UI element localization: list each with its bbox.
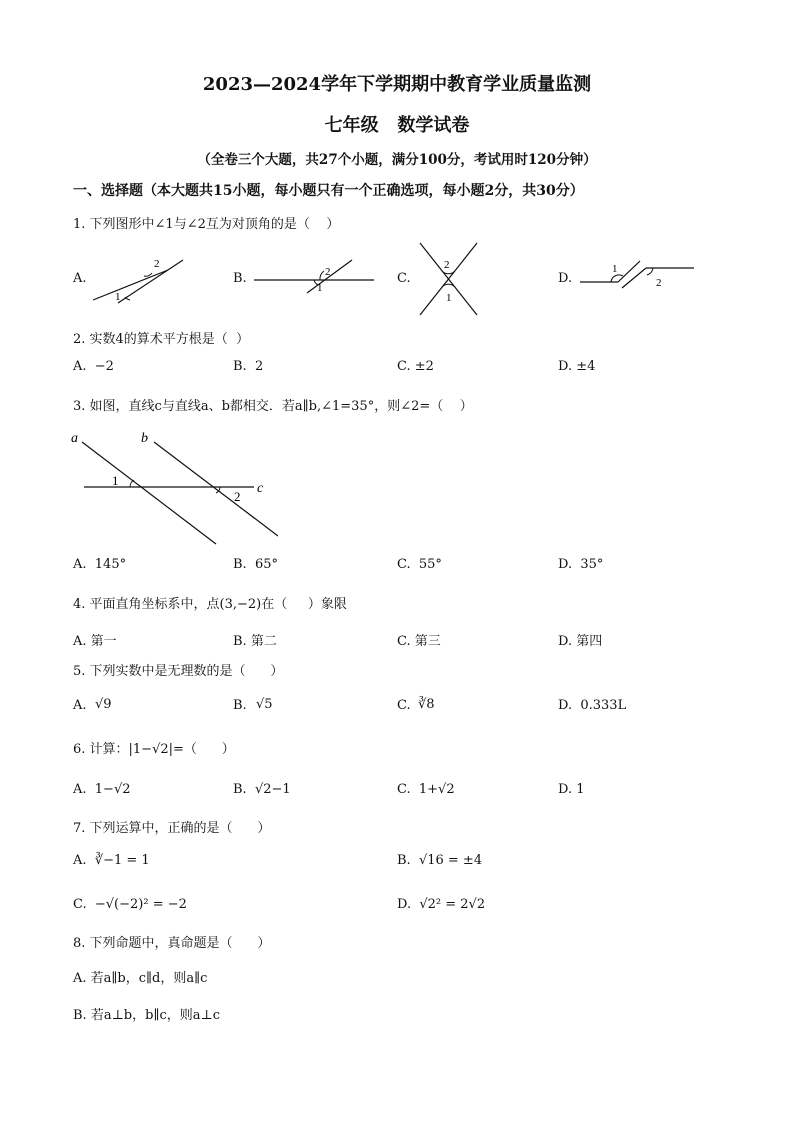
- q3-label-1: 1: [112, 473, 119, 488]
- q2-stem: 2. 实数4的算术平方根是（ ）: [73, 332, 250, 347]
- q3-option-c: C. 55°: [397, 557, 442, 572]
- q4-option-d: D. 第四: [558, 634, 603, 649]
- q1-figure-c: [415, 240, 485, 320]
- q3-option-b: B. 65°: [233, 557, 278, 572]
- q1-option-b: B.: [233, 271, 247, 286]
- q5-option-c: C.: [397, 698, 411, 713]
- q3-option-a: A. 145°: [73, 557, 127, 572]
- exam-note: （全卷三个大题，共27个小题，满分100分，考试用时120分钟）: [197, 152, 597, 168]
- q3-label-c: c: [257, 481, 264, 496]
- q5-option-b: B.: [233, 698, 247, 713]
- q4-option-a: A. 第一: [73, 634, 117, 649]
- q8-option-b: B. 若a⊥b，b∥c，则a⊥c: [73, 1008, 220, 1023]
- q8-stem: 8. 下列命题中，真命题是（ ）: [73, 936, 271, 951]
- q7-stem: 7. 下列运算中，正确的是（ ）: [73, 821, 271, 836]
- q3-label-b: b: [141, 431, 148, 446]
- q2-option-b: B. 2: [233, 359, 264, 374]
- q7-option-a: A. ∛−1 = 1: [73, 853, 150, 868]
- q1-stem: 1. 下列图形中∠1与∠2互为对顶角的是（ ）: [73, 217, 340, 232]
- q2-option-a: A. −2: [73, 359, 114, 374]
- q4-option-c: C. 第三: [397, 634, 441, 649]
- q1a-label-2: 2: [154, 258, 160, 270]
- q7-option-d: D. √2² = 2√2: [397, 897, 486, 912]
- q6-option-c: C. 1+√2: [397, 782, 455, 797]
- q5-option-d: D. 0.333L: [558, 698, 627, 713]
- q4-stem: 4. 平面直角坐标系中，点(3,−2)在（ ）象限: [73, 597, 347, 612]
- q1-figure-a: [88, 245, 188, 307]
- q1c-label-2: 2: [444, 259, 450, 271]
- q3-label-2: 2: [234, 489, 241, 504]
- q1-option-c: C.: [397, 271, 411, 286]
- q8-option-a: A. 若a∥b，c∥d，则a∥c: [73, 971, 208, 986]
- q5-value-a: √9: [95, 697, 112, 712]
- q1c-label-1: 1: [446, 292, 452, 304]
- q1d-label-1: 1: [612, 263, 618, 275]
- q1-option-d: D.: [558, 271, 573, 286]
- exam-title: 2023—2024学年下学期期中教育学业质量监测: [202, 74, 592, 95]
- q1a-label-1: 1: [115, 291, 121, 303]
- q3-stem: 3. 如图，直线c与直线a、b都相交．若a∥b,∠1=35°，则∠2=（ ）: [73, 399, 473, 414]
- q1-figure-d: [578, 258, 698, 298]
- q4-option-b: B. 第二: [233, 634, 277, 649]
- q5-stem: 5. 下列实数中是无理数的是（ ）: [73, 664, 284, 679]
- grade-subject: 七年级 数学试卷: [324, 115, 470, 136]
- q2-option-d: D. ±4: [558, 359, 596, 374]
- q3-option-d: D. 35°: [558, 557, 604, 572]
- q5-value-c: ∛8: [418, 697, 435, 712]
- q1-figure-b: [252, 255, 380, 297]
- q5-value-b: √5: [256, 697, 273, 712]
- q3-figure: [68, 426, 278, 551]
- q6-option-d: D. 1: [558, 782, 585, 797]
- q1b-label-2: 2: [325, 266, 331, 278]
- q1-option-a: A.: [73, 271, 87, 286]
- q6-option-a: A. 1−√2: [73, 782, 131, 797]
- section-heading: 一、选择题（本大题共15小题，每小题只有一个正确选项，每小题2分，共30分）: [73, 183, 584, 199]
- q7-option-b: B. √16 = ±4: [397, 853, 483, 868]
- q1d-label-2: 2: [656, 277, 662, 289]
- q5-option-a: A.: [73, 698, 87, 713]
- q1b-label-1: 1: [317, 282, 323, 294]
- q6-option-b: B. √2−1: [233, 782, 291, 797]
- q7-option-c: C. −√(−2)² = −2: [73, 897, 187, 912]
- q2-option-c: C. ±2: [397, 359, 434, 374]
- q3-label-a: a: [71, 431, 78, 446]
- q6-stem: 6. 计算：|1−√2|=（ ）: [73, 742, 235, 757]
